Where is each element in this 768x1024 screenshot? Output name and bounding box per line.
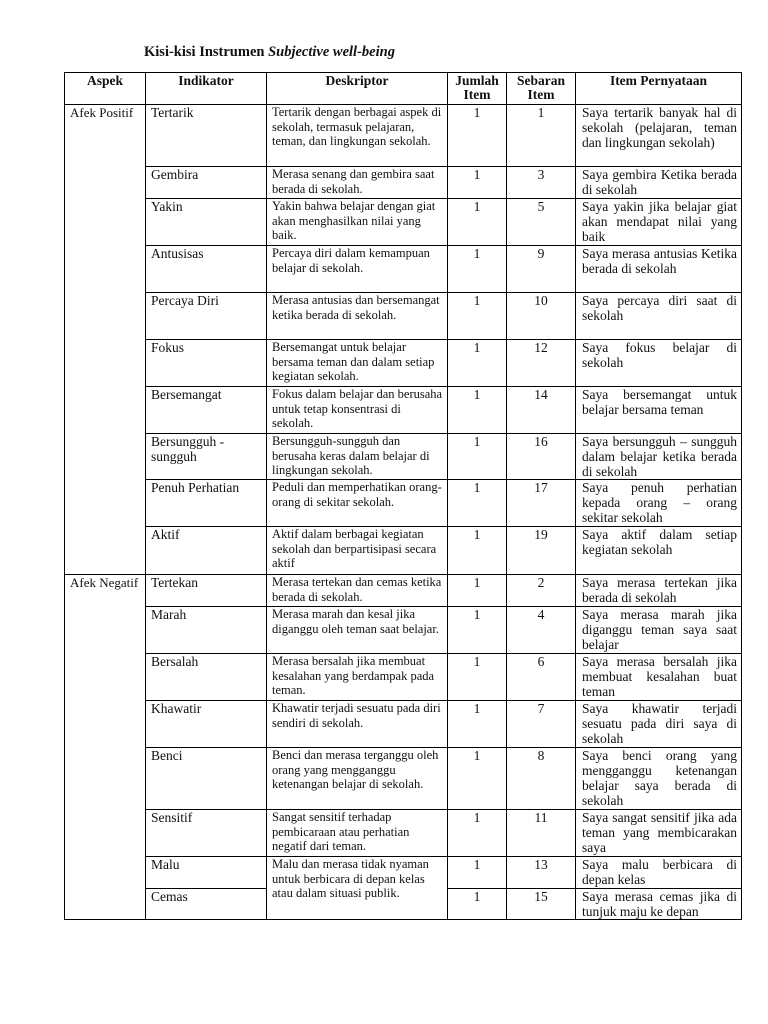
aspek-cell: Afek Negatif: [65, 575, 146, 607]
sebaran-item-cell: 3: [507, 167, 576, 199]
item-pernyataan-cell: Saya penuh perhatian kepada orang – orang sekitar sekolah: [576, 480, 742, 527]
column-header-deskriptor: Deskriptor: [267, 73, 448, 105]
item-pernyataan-cell: Saya khawatir terjadi sesuatu pada diri saya di sekolah: [576, 701, 742, 748]
jumlah-item-cell: 1: [448, 607, 507, 654]
jumlah-item-cell: 1: [448, 105, 507, 167]
table-row: [65, 810, 742, 857]
jumlah-item-cell: 1: [448, 748, 507, 810]
aspek-cell: [65, 607, 146, 654]
deskriptor-cell: Merasa marah dan kesal jika diganggu oleh teman saat belajar.: [267, 607, 448, 654]
table-row: [65, 748, 742, 810]
jumlah-item-cell: 1: [448, 199, 507, 246]
deskriptor-cell: Bersemangat untuk belajar bersama teman dan dalam setiap kegiatan sekolah.: [267, 340, 448, 387]
deskriptor-cell: Khawatir terjadi sesuatu pada diri sendiri di sekolah.: [267, 701, 448, 748]
column-header-aspek: Aspek: [65, 73, 146, 105]
sebaran-item-cell: 7: [507, 701, 576, 748]
sebaran-item-cell: 19: [507, 527, 576, 575]
deskriptor-cell: Fokus dalam belajar dan berusaha untuk tetap konsentrasi di sekolah.: [267, 387, 448, 434]
sebaran-item-cell: 1: [507, 105, 576, 167]
table-row: [65, 293, 742, 340]
aspek-cell: [65, 889, 146, 920]
item-pernyataan-cell: Saya malu berbicara di depan kelas: [576, 857, 742, 889]
sebaran-item-cell: 16: [507, 434, 576, 480]
indikator-cell: Antusisas: [146, 246, 267, 293]
table-row: [65, 857, 742, 889]
document-title: [144, 44, 395, 61]
indikator-cell: Bersemangat: [146, 387, 267, 434]
aspek-cell: [65, 857, 146, 889]
indikator-cell: Fokus: [146, 340, 267, 387]
sebaran-item-cell: 11: [507, 810, 576, 857]
item-pernyataan-cell: Saya sangat sensitif jika ada teman yang membicarakan saya: [576, 810, 742, 857]
jumlah-item-cell: 1: [448, 340, 507, 387]
indikator-cell: Cemas: [146, 889, 267, 920]
table-body: [65, 105, 742, 920]
table-row: [65, 199, 742, 246]
item-pernyataan-cell: Saya percaya diri saat di sekolah: [576, 293, 742, 340]
jumlah-item-cell: 1: [448, 167, 507, 199]
item-pernyataan-cell: Saya fokus belajar di sekolah: [576, 340, 742, 387]
deskriptor-cell: Sangat sensitif terhadap pembicaraan atau perhatian negatif dari teman.: [267, 810, 448, 857]
indikator-cell: Benci: [146, 748, 267, 810]
item-pernyataan-cell: Saya bersemangat untuk belajar bersama teman: [576, 387, 742, 434]
deskriptor-cell: Percaya diri dalam kemampuan belajar di sekolah.: [267, 246, 448, 293]
table-row: [65, 105, 742, 167]
column-header-sebaran-item: Sebaran Item: [507, 73, 576, 105]
indikator-cell: Percaya Diri: [146, 293, 267, 340]
aspek-cell: [65, 387, 146, 434]
column-header-jumlah-item: Jumlah Item: [448, 73, 507, 105]
jumlah-item-cell: 1: [448, 480, 507, 527]
aspek-cell: [65, 748, 146, 810]
item-pernyataan-cell: Saya bersungguh – sungguh dalam belajar ketika berada di sekolah: [576, 434, 742, 480]
indikator-cell: Tertekan: [146, 575, 267, 607]
instrument-grid-table: [64, 72, 742, 920]
deskriptor-cell: Malu dan merasa tidak nyaman untuk berbicara di depan kelas atau dalam situasi publik.: [267, 857, 448, 920]
aspek-cell: Afek Positif: [65, 105, 146, 167]
sebaran-item-cell: 14: [507, 387, 576, 434]
item-pernyataan-cell: Saya yakin jika belajar giat akan mendapat nilai yang baik: [576, 199, 742, 246]
item-pernyataan-cell: Saya gembira Ketika berada di sekolah: [576, 167, 742, 199]
sebaran-item-cell: 10: [507, 293, 576, 340]
indikator-cell: Yakin: [146, 199, 267, 246]
aspek-cell: [65, 293, 146, 340]
deskriptor-cell: Bersungguh-sungguh dan berusaha keras dalam belajar di lingkungan sekolah.: [267, 434, 448, 480]
item-pernyataan-cell: Saya merasa marah jika diganggu teman saya saat belajar: [576, 607, 742, 654]
indikator-cell: Khawatir: [146, 701, 267, 748]
aspek-cell: [65, 480, 146, 527]
column-header-item-pernyataan: Item Pernyataan: [576, 73, 742, 105]
item-pernyataan-cell: Saya merasa tertekan jika berada di sekolah: [576, 575, 742, 607]
table-row: [65, 246, 742, 293]
indikator-cell: Penuh Perhatian: [146, 480, 267, 527]
deskriptor-cell: Benci dan merasa terganggu oleh orang yang mengganggu ketenangan belajar di sekolah.: [267, 748, 448, 810]
indikator-cell: Marah: [146, 607, 267, 654]
sebaran-item-cell: 17: [507, 480, 576, 527]
aspek-cell: [65, 701, 146, 748]
sebaran-item-cell: 12: [507, 340, 576, 387]
aspek-cell: [65, 434, 146, 480]
indikator-cell: Malu: [146, 857, 267, 889]
sebaran-item-cell: 5: [507, 199, 576, 246]
deskriptor-cell: Tertarik dengan berbagai aspek di sekolah, termasuk pelajaran, teman, dan lingkungan sekolah.: [267, 105, 448, 167]
table-row: [65, 340, 742, 387]
sebaran-item-cell: 13: [507, 857, 576, 889]
aspek-cell: [65, 654, 146, 701]
table-row: [65, 480, 742, 527]
table-row: [65, 167, 742, 199]
deskriptor-cell: Merasa tertekan dan cemas ketika berada di sekolah.: [267, 575, 448, 607]
item-pernyataan-cell: Saya merasa antusias Ketika berada di sekolah: [576, 246, 742, 293]
aspek-cell: [65, 810, 146, 857]
deskriptor-cell: Yakin bahwa belajar dengan giat akan menghasilkan nilai yang baik.: [267, 199, 448, 246]
aspek-cell: [65, 167, 146, 199]
jumlah-item-cell: 1: [448, 857, 507, 889]
sebaran-item-cell: 8: [507, 748, 576, 810]
table-row: [65, 701, 742, 748]
table-row: [65, 575, 742, 607]
sebaran-item-cell: 2: [507, 575, 576, 607]
jumlah-item-cell: 1: [448, 387, 507, 434]
jumlah-item-cell: 1: [448, 527, 507, 575]
table-row: [65, 527, 742, 575]
column-header-indikator: Indikator: [146, 73, 267, 105]
indikator-cell: Aktif: [146, 527, 267, 575]
indikator-cell: Tertarik: [146, 105, 267, 167]
deskriptor-cell: Merasa bersalah jika membuat kesalahan yang berdampak pada teman.: [267, 654, 448, 701]
aspek-cell: [65, 527, 146, 575]
deskriptor-cell: Aktif dalam berbagai kegiatan sekolah dan berpartisipasi secara aktif: [267, 527, 448, 575]
aspek-cell: [65, 199, 146, 246]
item-pernyataan-cell: Saya aktif dalam setiap kegiatan sekolah: [576, 527, 742, 575]
indikator-cell: Bersalah: [146, 654, 267, 701]
title-emphasis: Subjective well-being: [268, 44, 395, 60]
sebaran-item-cell: 9: [507, 246, 576, 293]
item-pernyataan-cell: Saya merasa bersalah jika membuat kesalahan buat teman: [576, 654, 742, 701]
aspek-cell: [65, 340, 146, 387]
sebaran-item-cell: 6: [507, 654, 576, 701]
jumlah-item-cell: 1: [448, 246, 507, 293]
item-pernyataan-cell: Saya merasa cemas jika di tunjuk maju ke depan: [576, 889, 742, 920]
jumlah-item-cell: 1: [448, 575, 507, 607]
table-row: [65, 607, 742, 654]
item-pernyataan-cell: Saya benci orang yang mengganggu ketenangan belajar saya berada di sekolah: [576, 748, 742, 810]
jumlah-item-cell: 1: [448, 889, 507, 920]
jumlah-item-cell: 1: [448, 810, 507, 857]
sebaran-item-cell: 4: [507, 607, 576, 654]
title-prefix: Kisi-kisi Instrumen: [144, 44, 269, 60]
jumlah-item-cell: 1: [448, 434, 507, 480]
jumlah-item-cell: 1: [448, 293, 507, 340]
table-row: [65, 434, 742, 480]
deskriptor-cell: Merasa antusias dan bersemangat ketika berada di sekolah.: [267, 293, 448, 340]
header-row: [65, 73, 742, 105]
jumlah-item-cell: 1: [448, 654, 507, 701]
item-pernyataan-cell: Saya tertarik banyak hal di sekolah (pelajaran, teman dan lingkungan sekolah): [576, 105, 742, 167]
jumlah-item-cell: 1: [448, 701, 507, 748]
indikator-cell: Bersungguh - sungguh: [146, 434, 267, 480]
indikator-cell: Gembira: [146, 167, 267, 199]
sebaran-item-cell: 15: [507, 889, 576, 920]
table-row: [65, 654, 742, 701]
deskriptor-cell: Peduli dan memperhatikan orang-orang di sekitar sekolah.: [267, 480, 448, 527]
deskriptor-cell: Merasa senang dan gembira saat berada di sekolah.: [267, 167, 448, 199]
aspek-cell: [65, 246, 146, 293]
table-row: [65, 387, 742, 434]
indikator-cell: Sensitif: [146, 810, 267, 857]
